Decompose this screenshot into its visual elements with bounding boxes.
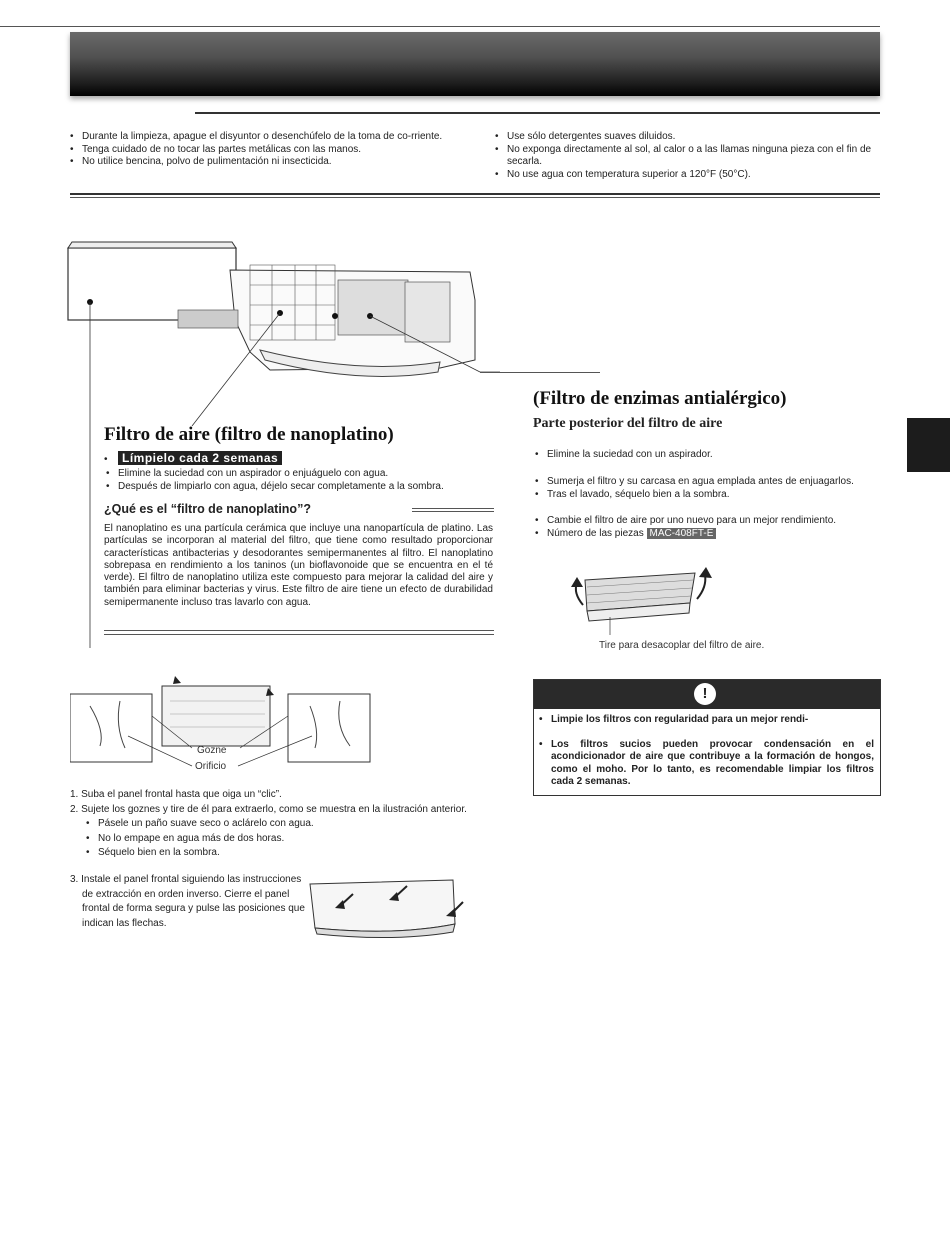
nano-filter-title: Filtro de aire (filtro de nanoplatino) [104,424,394,445]
precautions-bottom-rule-thin [70,197,880,198]
caution-list [534,709,880,789]
nano-description: El nanoplatino es una partícula cerámica que incluye una nanopartícula de platino. Las partículas se incorporan al material del filtro, que tiene como resultado proporcionar características antibacterias y desodorantes semipermanentes al filtro. El nanoplatino sobrepasa en rendimiento a los taninos (un bioflavonoide que se encuentra en el té verde). El filtro de nanoplatino utiliza este compuesto para mejorar la calidad del aire y también para eliminar bacterias y virus. Este filtro de aire tiene un efecto de durabilidad semipermanente incluso tras lavarlo con agua. [104,523,493,608]
step-2: 2. Sujete los goznes y tire de él para extraerlo, como se muestra en la ilustración anterior. [70,803,467,815]
step-1: 1. Suba el panel frontal hasta que oiga un “clic”. [70,789,282,800]
enzyme-filter-title: (Filtro de enzimas antialérgico) [533,388,787,409]
panel-steps [70,788,470,861]
nano-filter-item: • Después de limpiarlo con agua, déjelo secar completamente a la sombra. [104,481,494,494]
precautions-left-list [68,131,464,169]
enzyme-list-3 [533,515,883,540]
precaution-item: • Durante la limpieza, apague el disyuntor o desenchúfelo de la toma de co-rriente. [68,131,464,144]
nano-filter-badge-row: • Límpielo cada 2 semanas [104,451,282,465]
part-number-label: Número de las piezas [547,527,644,539]
enzyme-item: • Cambie el filtro de aire por uno nuevo para un mejor rendimiento. [533,515,883,528]
substep: • Pásele un paño suave seco o aclárelo con agua. [84,817,470,832]
precaution-item: • No exponga directamente al sol, al calor o a las llamas ninguna pieza con el fin de secarla. [493,144,883,169]
warning-icon: ! [694,683,716,705]
precautions-bottom-rule [70,193,880,195]
substep: • No lo empape en agua más de dos horas. [84,832,470,847]
leader-rule [480,372,600,373]
precautions-top-rule [195,112,880,114]
hinge-label: Gozne [197,745,227,756]
precautions-right-list [493,131,883,181]
caution-item: • Limpie los filtros con regularidad para un mejor rendi- [537,714,874,727]
enzyme-item: • Sumerja el filtro y su carcasa en agua emplada antes de enjuagarlos. [533,476,883,489]
nano-rule-2 [104,634,494,635]
step-3: 3. Instale el panel frontal siguiendo las instrucciones de extracción en orden inverso. Cierre el panel frontal de forma segura y pulse las posiciones que indican las flechas. [70,874,305,929]
enzyme-list-1 [533,449,883,462]
front-panel-closed-illustration [305,876,465,940]
question-rule [412,508,494,509]
part-number-item [533,528,883,541]
clean-interval-badge: Límpielo cada 2 semanas [118,451,282,465]
question-rule-2 [412,511,494,512]
substep: • Séquelo bien en la sombra. [84,846,470,861]
enzyme-filter-subtitle: Parte posterior del filtro de aire [533,416,723,431]
enzyme-item: • Elimine la suciedad con un aspirador. [533,449,883,462]
enzyme-item: • Tras el lavado, séquelo bien a la sombra. [533,489,883,502]
precaution-item: • Tenga cuidado de no tocar las partes metálicas con las manos. [68,144,464,157]
hole-label: Orificio [195,761,227,772]
enzyme-filter-illustration [565,565,725,635]
nano-rule [104,630,494,631]
section-header-banner [70,32,880,96]
top-rule [0,26,880,27]
nano-filter-item: • Elimine la suciedad con un aspirador o enjuáguelo con agua. [104,468,494,481]
front-panel-removal-illustration [70,676,460,776]
part-number-badge: MAC-408FT-E [647,528,717,539]
caution-item: • Los filtros sucios pueden provocar condensación en el acondicionador de aire que contribuye a la formación de hongos, como el moho. Por lo tanto, es recomendable limpiar los filtros cada 2 semanas. [537,739,874,789]
nano-question-heading: ¿Qué es el “filtro de nanoplatino”? [104,502,311,516]
section-tab [907,418,950,472]
caution-box [533,679,881,796]
precaution-item: • No utilice bencina, polvo de pulimentación ni insecticida. [68,156,464,169]
enzyme-filter-caption: Tire para desacoplar del filtro de aire. [599,640,765,651]
precaution-item: • Use sólo detergentes suaves diluidos. [493,131,883,144]
enzyme-list-2 [533,476,883,501]
nano-filter-list [104,468,494,493]
step-2-substeps [70,817,470,861]
caution-header [534,680,880,709]
precaution-item: • No use agua con temperatura superior a 120°F (50°C). [493,169,883,182]
